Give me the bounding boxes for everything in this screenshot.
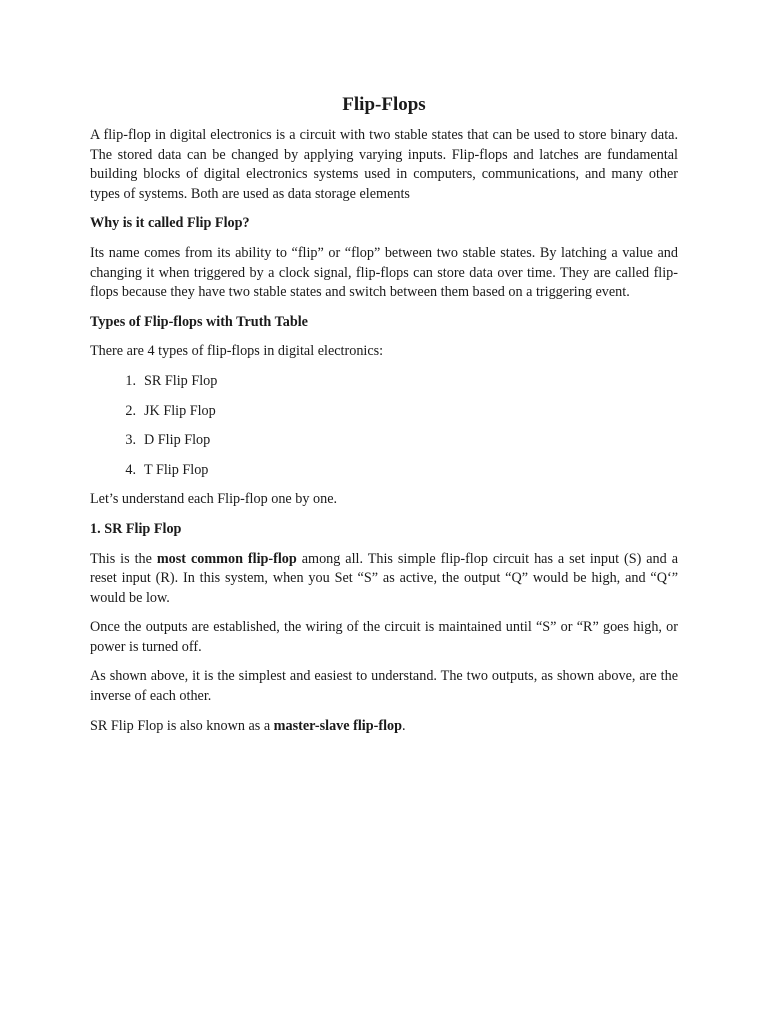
list-item	[90, 372, 678, 392]
types-heading: Types of Flip-flops with Truth Table	[90, 313, 308, 330]
why-paragraph: Its name comes from its ability to “flip” or “flop” between two stable states. By latching a value and changing it when triggered by a clock signal, flip-flops can store data over time. They are called flip-flops because they have two stable states and switch between them based on a triggering event.	[90, 244, 678, 301]
sr-paragraph-2: Once the outputs are established, the wiring of the circuit is maintained until “S” or “R” goes high, or power is turned off.	[90, 619, 678, 655]
sr-heading: 1. SR Flip Flop	[90, 520, 182, 537]
types-intro: There are 4 types of flip-flops in digital electronics:	[90, 343, 384, 360]
sr-p4-bold: master-slave flip-flop	[273, 717, 402, 734]
sr-p1-bold: most common flip-flop	[156, 550, 297, 567]
page-title: Flip-Flops	[342, 94, 426, 115]
sr-p1-text-rest: among all. This simple flip-flop circuit has a set input (S) and a reset input (R). In this system, when you Set “S” as active, the output “Q” would be high, and “Q‘” would be low.	[90, 550, 678, 606]
why-heading: Why is it called Flip Flop?	[90, 215, 250, 232]
list-item-label: D Flip Flop	[144, 432, 211, 449]
list-item-label: T Flip Flop	[144, 461, 209, 478]
sr-paragraph-3: As shown above, it is the simplest and easiest to understand. The two outputs, as shown above, are the inverse of each other.	[90, 668, 678, 705]
sr-paragraph-4	[90, 717, 678, 737]
list-item-label: JK Flip Flop	[144, 402, 216, 419]
sr-p4-text-rest: .	[402, 717, 406, 734]
list-item	[90, 461, 678, 481]
sr-paragraph-1	[90, 550, 678, 609]
list-item-number: 4.	[125, 461, 136, 478]
list-item-number: 3.	[125, 432, 136, 449]
list-item-number: 2.	[125, 402, 136, 419]
list-item	[90, 402, 678, 422]
sr-p1-text: This is the	[90, 550, 157, 567]
list-item-label: SR Flip Flop	[144, 372, 218, 389]
types-list	[90, 372, 678, 480]
understand-paragraph: Let’s understand each Flip-flop one by one.	[90, 491, 338, 508]
sr-p4-text: SR Flip Flop is also known as a	[90, 717, 274, 734]
list-item	[90, 431, 678, 451]
document-page	[90, 92, 678, 746]
list-item-number: 1.	[125, 372, 136, 389]
intro-paragraph: A flip-flop in digital electronics is a circuit with two stable states that can be used to store binary data. The stored data can be changed by applying varying inputs. Flip-flops and latches are fundamental building blocks of digital electronics systems used in computers, communications, and many other types of systems. Both are used as data storage elements	[90, 127, 678, 202]
